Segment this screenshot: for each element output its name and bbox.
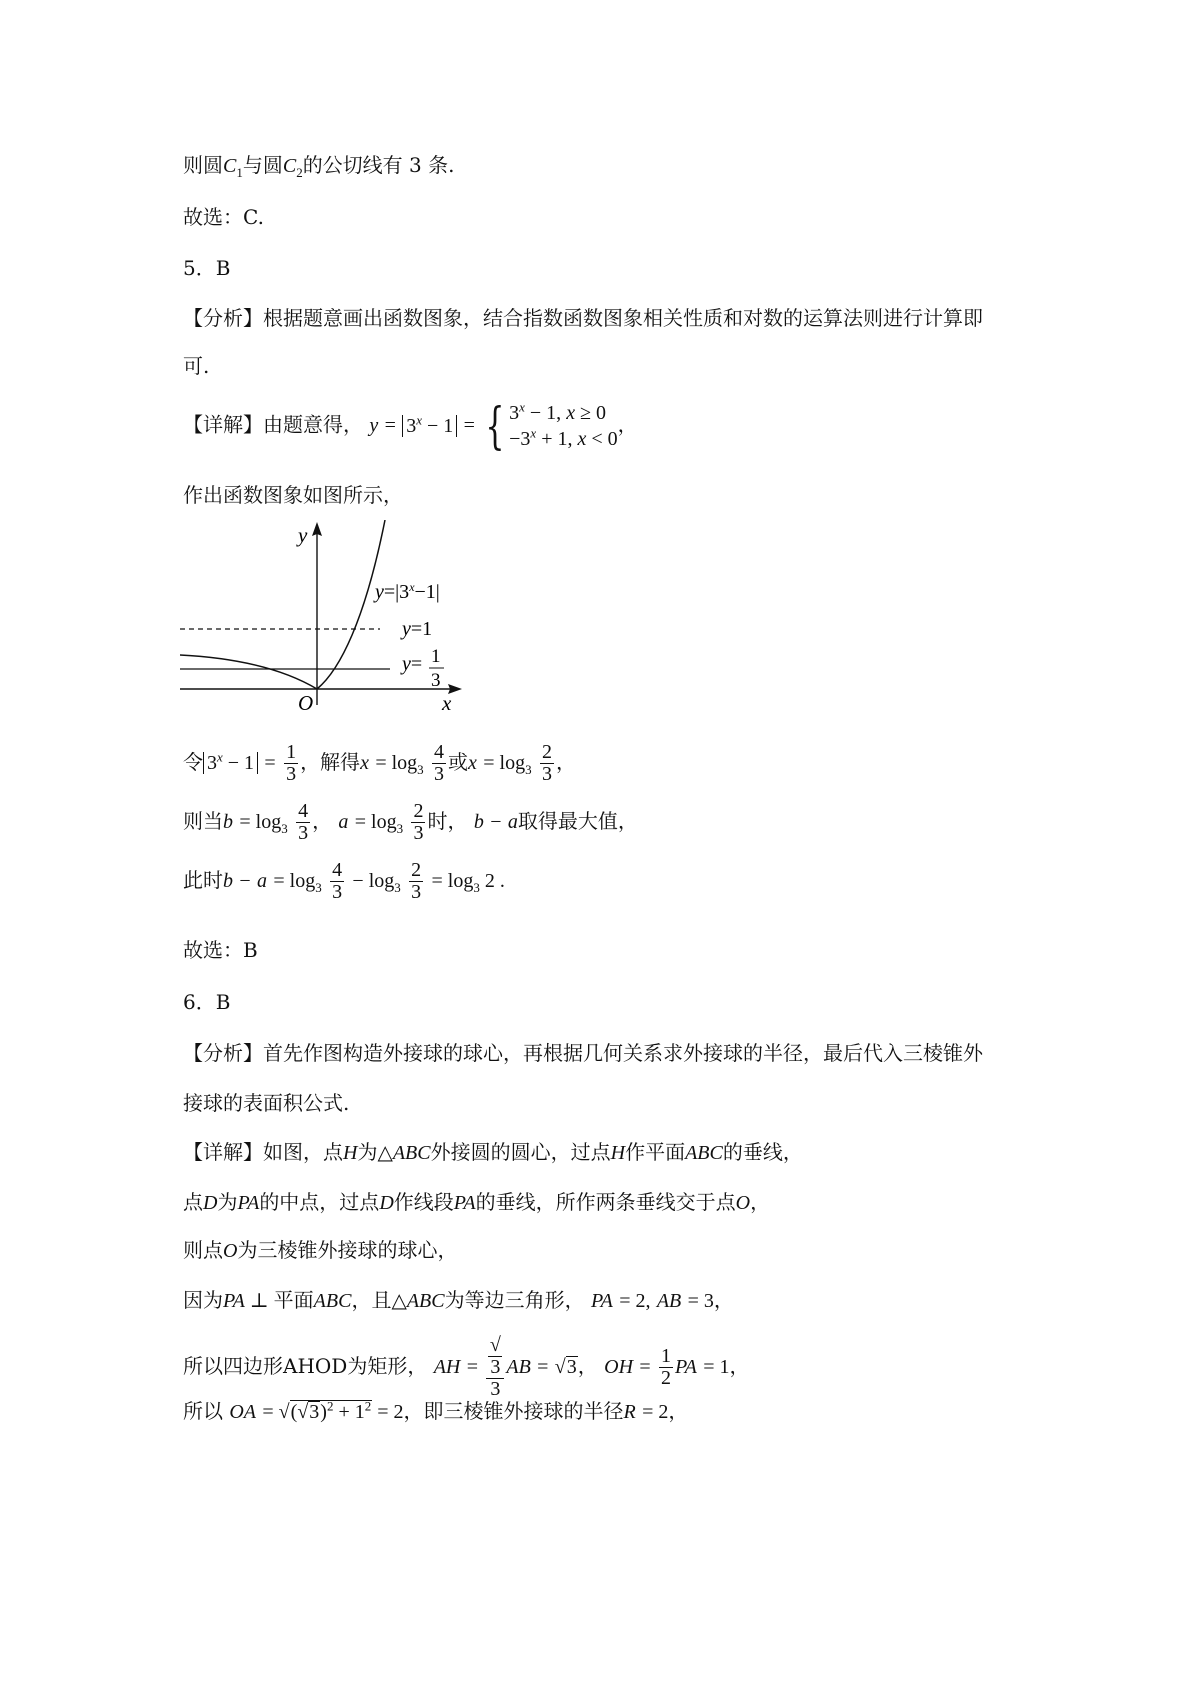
graph-curve-label: $y=|3^x-1|$	[375, 580, 440, 603]
max-mid: 时，	[427, 809, 468, 833]
graph-x-label: x	[442, 691, 452, 710]
detail-6-line3: 则点O为三棱锥外接球的球心，	[183, 1238, 458, 1262]
graph-line1-label: y=1	[402, 618, 433, 640]
graph-line2-den: 3	[431, 670, 441, 691]
graph-line2-label: y=	[402, 653, 423, 675]
function-graph	[180, 520, 470, 710]
question-5-heading: 5．B	[183, 256, 231, 280]
analysis-5-line1: 【分析】根据题意画出函数图象，结合指数函数图象相关性质和对数的运算法则进行计算即	[183, 306, 983, 330]
text-line-answer-b: 故选：B	[183, 938, 258, 962]
detail-6-line1: 【详解】如图，点H为△ABC外接圆的圆心，过点H作平面ABC的垂线，	[183, 1140, 803, 1164]
text-line-solve-equation: 令 $3^x - 1$ = $\frac{1}{3}$ ，解得$x = \log_3$ $\frac{4}{3}$ 或$x = \log_3$ $\frac{2}{3}$ ，	[183, 741, 576, 785]
max-prefix: 则当	[183, 809, 223, 833]
detail-6-line2: 点D为PA的中点，过点D作线段PA的垂线，所作两条垂线交于点O，	[183, 1190, 771, 1214]
analysis-6-line1: 【分析】首先作图构造外接球的球心，再根据几何关系求外接球的半径，最后代入三棱锥外	[183, 1041, 983, 1065]
analysis-5-line2: 可.	[183, 354, 210, 378]
graph-y-label: y	[298, 523, 308, 547]
radius-suffix: ，即三棱锥外接球的半径R = 2，	[403, 1399, 689, 1423]
max-suffix: 取得最大值，	[517, 809, 638, 833]
solve-mid: ，解得	[300, 750, 361, 774]
detail-5-prefix: 【详解】由题意得，	[183, 412, 363, 437]
curve-abs-3x-minus-1	[180, 520, 385, 689]
analysis-6-line2: 接球的表面积公式.	[183, 1091, 350, 1115]
radius-prefix: 所以	[183, 1399, 223, 1423]
text-line-max-condition: 则当$b = \log_3$ $\frac{4}{3}$ ， $a = \log_3$ $\frac{2}{3}$ 时， b − a取得最大值，	[183, 800, 638, 844]
rect-prefix: 所以四边形AHOD为矩形，	[183, 1354, 428, 1378]
detail-6-line6: 所以 OA = $√(√3)^2 + 1^2 = 2$，即三棱锥外接球的半径R = 2，	[183, 1398, 689, 1423]
y-axis-arrow-icon	[312, 522, 322, 536]
graph-line2-num: 1	[431, 646, 441, 667]
question-6-heading: 6．B	[183, 990, 231, 1014]
text-line-answer-c: 故选：C.	[183, 205, 264, 229]
solve-prefix: 令	[183, 750, 203, 774]
detail-6-line5: 所以四边形AHOD为矩形， AH = √ 3 3 AB = √3， OH = $\frac{1}{2}$ PA = 1，	[183, 1334, 750, 1400]
text-line-draw-graph: 作出函数图象如图所示，	[183, 483, 403, 507]
text-line-common-tangents: 则圆$C_1$与圆$C_2$的公切线有 3 条.	[183, 153, 455, 180]
solve-or: 或	[448, 750, 469, 774]
graph-origin-label: O	[298, 691, 314, 710]
detail-6-line4: 因为PA ⊥ 平面ABC，且△ABC为等边三角形， PA = 2, AB = 3，	[183, 1288, 734, 1312]
detail-5-piecewise: 【详解】由题意得， $y = 3^x - 1$ = { $3^x - 1$, x ≥ 0 $-3^x + 1$, x < 0 ，	[183, 397, 638, 455]
result-prefix: 此时	[183, 868, 223, 892]
text-line-result: 此时$b - a = \log_3$ $\frac{4}{3}$ − $\log_3$ $\frac{2}{3}$ = $\log_3 2$ .	[183, 859, 505, 903]
